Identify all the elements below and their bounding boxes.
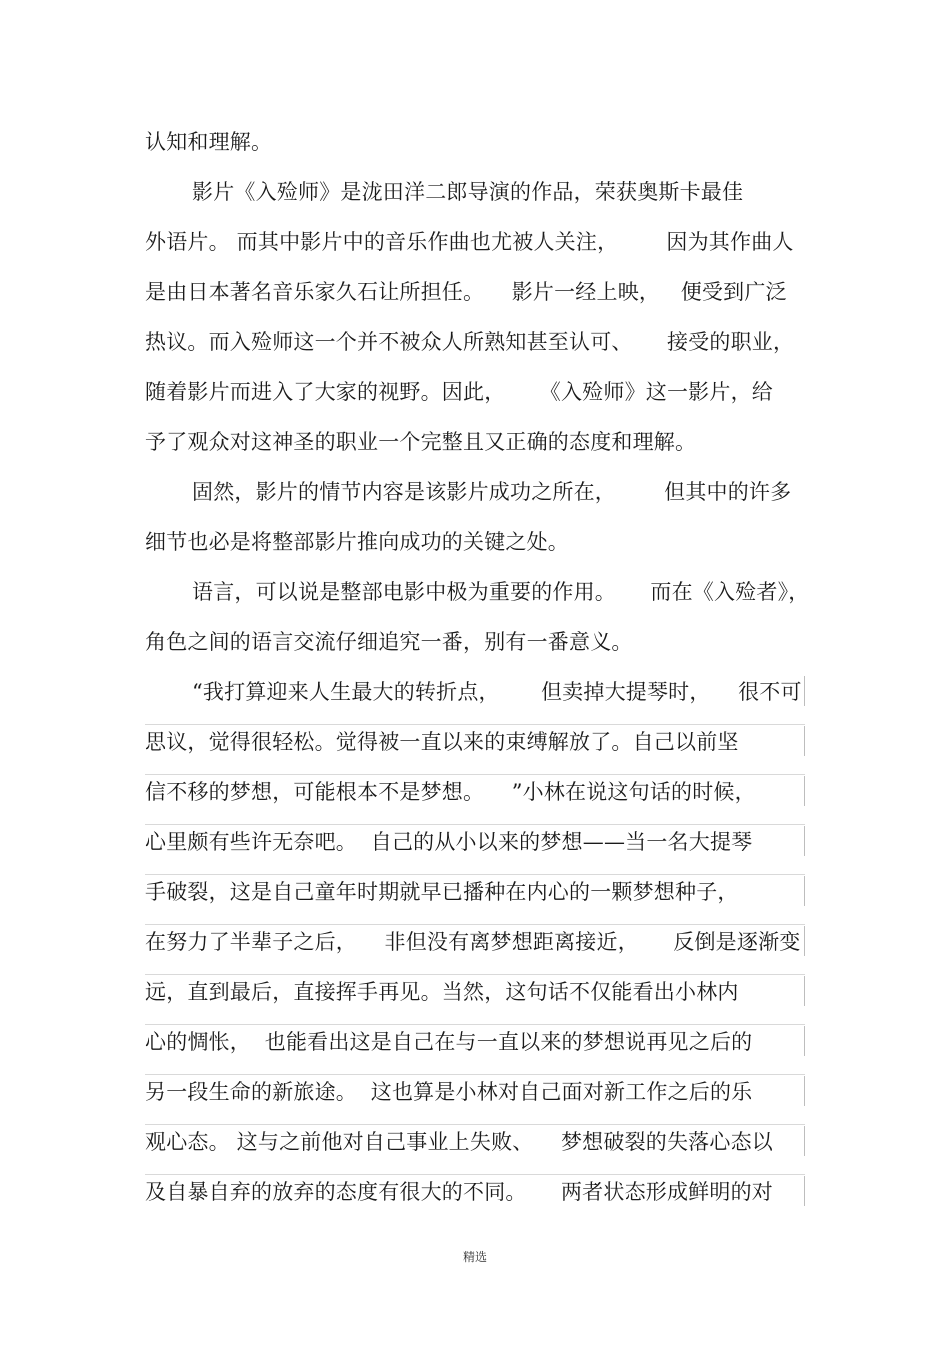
divider <box>804 1026 805 1056</box>
paragraph-first-line: 语言，可以说是整部电影中极为重要的作用。 而在《入殓者》， <box>192 580 810 604</box>
text-line: 热议。而入殓师这一个并不被众人所熟知甚至认可、 接受的职业， <box>145 330 795 354</box>
text-line: 信不移的梦想，可能根本不是梦想。 ”小林在说这句话的时候， <box>145 780 756 804</box>
page-footer: 精选 <box>462 1250 487 1264</box>
divider <box>804 826 805 856</box>
divider <box>145 1024 805 1025</box>
divider <box>804 1176 805 1206</box>
text-line: 认知和理解。 <box>145 130 273 154</box>
divider <box>804 876 805 906</box>
text-line: 手破裂，这是自己童年时期就早已播种在内心的一颗梦想种子， <box>145 880 739 904</box>
quote-first-line: “我打算迎来人生最大的转折点， 但卖掉大提琴时， 很不可 <box>192 680 802 704</box>
divider <box>145 924 805 925</box>
text-line: 另一段生命的新旅途。 这也算是小林对自己面对新工作之后的乐 <box>145 1080 753 1104</box>
text-line: 予了观众对这神圣的职业一个完整且又正确的态度和理解。 <box>145 430 697 454</box>
divider <box>804 726 805 756</box>
divider <box>145 774 805 775</box>
divider <box>145 874 805 875</box>
divider <box>804 926 805 956</box>
text-line: 角色之间的语言交流仔细追究一番，别有一番意义。 <box>145 630 633 654</box>
text-line: 细节也必是将整部影片推向成功的关键之处。 <box>145 530 569 554</box>
text-line: 观心态。 这与之前他对自己事业上失败、 梦想破裂的失落心态以 <box>145 1130 773 1154</box>
text-line: 在努力了半辈子之后， 非但没有离梦想距离接近， 反倒是逐渐变 <box>145 930 801 954</box>
text-line: 心里颇有些许无奈吧。 自己的从小以来的梦想——当一名大提琴 <box>145 830 753 854</box>
divider <box>145 1174 805 1175</box>
divider <box>804 1126 805 1156</box>
paragraph-first-line: 影片《入殓师》是泷田洋二郎导演的作品，荣获奥斯卡最佳 <box>192 180 744 204</box>
text-line: 思议，觉得很轻松。觉得被一直以来的束缚解放了。自己以前坚 <box>145 730 739 754</box>
divider <box>804 676 805 706</box>
divider <box>804 976 805 1006</box>
divider <box>145 1124 805 1125</box>
text-line: 是由日本著名音乐家久石让所担任。 影片一经上映， 便受到广泛 <box>145 280 787 304</box>
divider <box>145 1074 805 1075</box>
divider <box>145 824 805 825</box>
text-line: 外语片。 而其中影片中的音乐作曲也尤被人关注， 因为其作曲人 <box>145 230 794 254</box>
divider <box>804 776 805 806</box>
text-line: 心的惆怅， 也能看出这是自己在与一直以来的梦想说再见之后的 <box>145 1030 753 1054</box>
text-line: 随着影片而进入了大家的视野。因此， 《入殓师》这一影片，给 <box>145 380 773 404</box>
text-line: 远，直到最后，直接挥手再见。当然，这句话不仅能看出小林内 <box>145 980 739 1004</box>
divider <box>145 724 805 725</box>
paragraph-first-line: 固然，影片的情节内容是该影片成功之所在， 但其中的许多 <box>192 480 792 504</box>
divider <box>804 1076 805 1106</box>
divider <box>145 974 805 975</box>
text-line: 及自暴自弃的放弃的态度有很大的不同。 两者状态形成鲜明的对 <box>145 1180 773 1204</box>
